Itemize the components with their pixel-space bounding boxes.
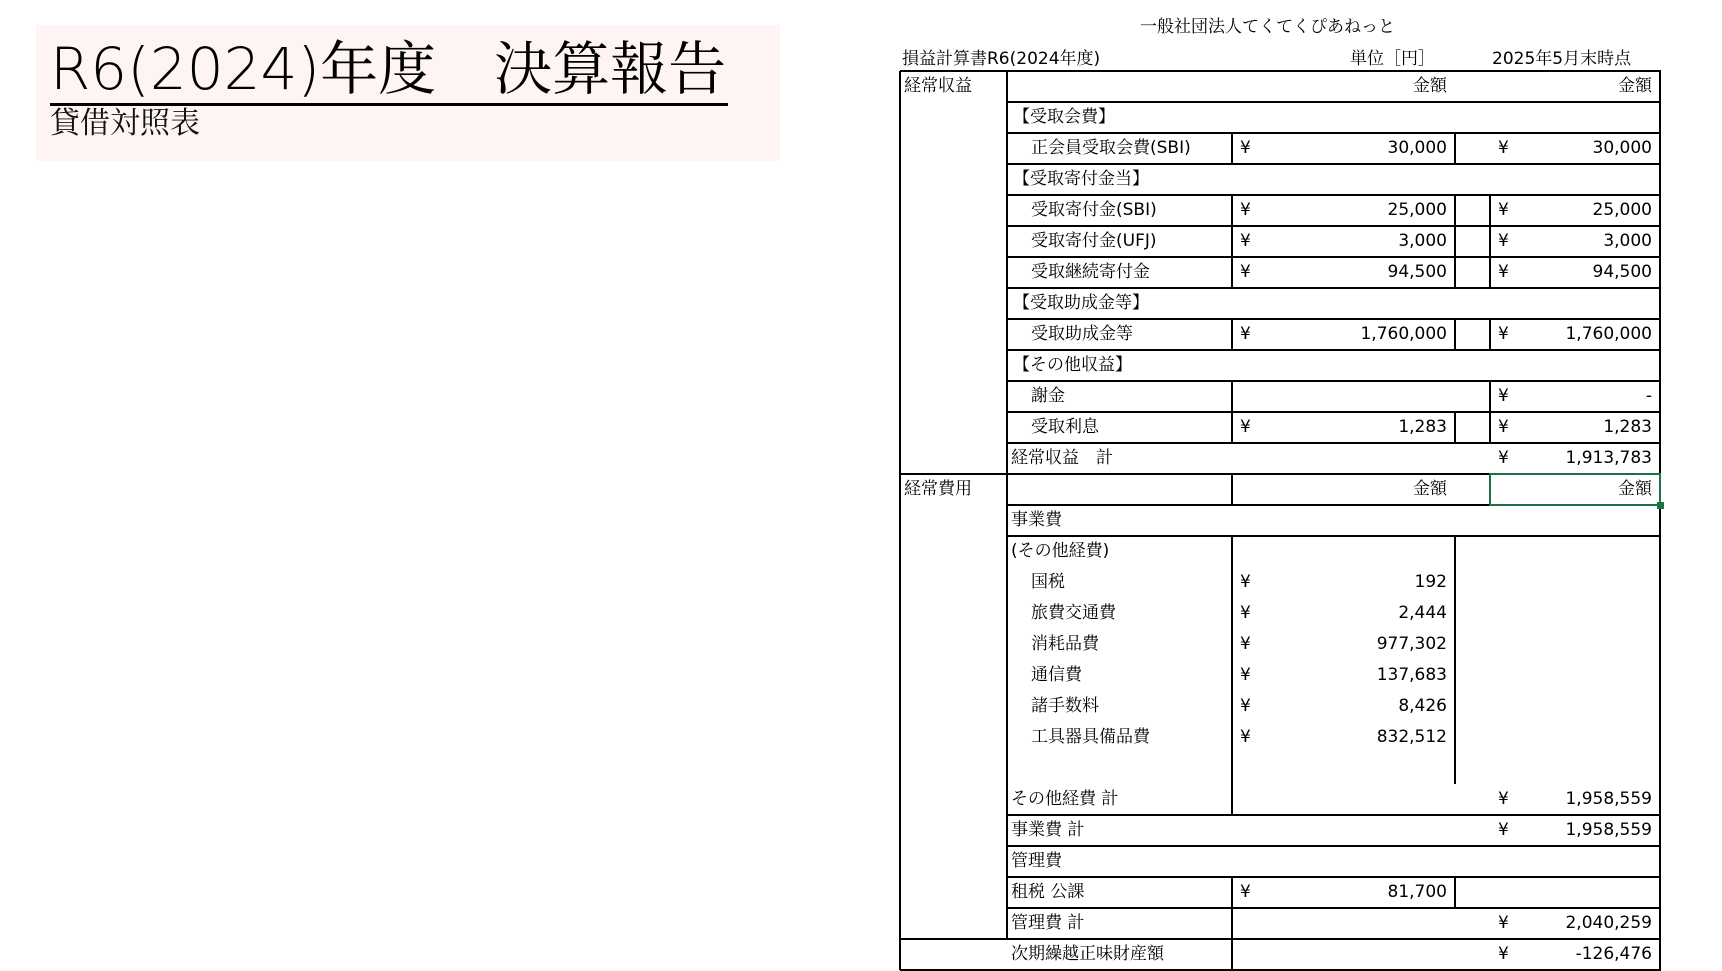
income-statement-table — [900, 71, 1660, 968]
expense-item-name: 工具器具備品費 — [1031, 727, 1150, 747]
income-item-total: 3,000 — [1603, 231, 1652, 251]
column-border — [1454, 877, 1456, 908]
yen-sign: ¥ — [1498, 448, 1509, 468]
yen-sign: ¥ — [1240, 231, 1251, 251]
yen-sign: ¥ — [1240, 417, 1251, 437]
row-border — [1007, 380, 1661, 382]
income-item-total: 25,000 — [1592, 200, 1652, 220]
business-expense-label: 事業費 — [1011, 510, 1062, 530]
income-item-amount: 94,500 — [1387, 262, 1447, 282]
carry-forward-label: 次期繰越正味財産額 — [1011, 944, 1164, 964]
column-border — [1489, 319, 1491, 350]
expense-item-name: 通信費 — [1031, 665, 1082, 685]
column-border — [1231, 412, 1233, 443]
other-expense-total-label: その他経費 計 — [1011, 789, 1119, 809]
income-group-label: 【受取寄付金当】 — [1013, 169, 1149, 189]
income-group-label: 【その他収益】 — [1013, 355, 1132, 375]
column-border — [1231, 877, 1233, 908]
amount-header: 金額 — [1413, 479, 1447, 499]
income-group-label: 【受取会費】 — [1013, 107, 1115, 127]
income-total-label: 経常収益 計 — [1011, 448, 1113, 468]
income-item-amount: 25,000 — [1387, 200, 1447, 220]
expense-item-name: 消耗品費 — [1031, 634, 1099, 654]
amount-header: 金額 — [1413, 76, 1447, 96]
fill-handle[interactable] — [1657, 502, 1664, 509]
expense-item-amount: 832,512 — [1376, 727, 1447, 747]
unit-label: 単位［円］ — [1350, 49, 1435, 69]
other-expense-total: 1,958,559 — [1565, 789, 1652, 809]
row-border — [1007, 411, 1661, 413]
expense-item-name: 国税 — [1031, 572, 1065, 592]
column-border — [1454, 133, 1456, 164]
income-item-amount: 1,760,000 — [1360, 324, 1447, 344]
yen-sign: ¥ — [1498, 913, 1509, 933]
row-border — [1007, 876, 1661, 878]
row-border — [1007, 442, 1661, 444]
carry-forward-amount: -126,476 — [1575, 944, 1652, 964]
title-banner — [36, 25, 780, 161]
row-border — [1007, 132, 1661, 134]
yen-sign: ¥ — [1240, 882, 1251, 902]
other-expense-label: (その他経費) — [1011, 541, 1110, 561]
column-border — [1231, 908, 1233, 970]
income-item-total: - — [1645, 386, 1652, 406]
yen-sign: ¥ — [1498, 944, 1509, 964]
slide-subtitle: 貸借対照表 — [50, 106, 200, 141]
column-border — [1454, 536, 1456, 784]
row-border — [1007, 163, 1661, 165]
column-border — [1454, 257, 1456, 288]
column-border — [1489, 257, 1491, 288]
total-amount-header: 金額 — [1618, 76, 1652, 96]
yen-sign: ¥ — [1498, 789, 1509, 809]
yen-sign: ¥ — [1498, 200, 1509, 220]
business-expense-total: 1,958,559 — [1565, 820, 1652, 840]
slide-title: R6(2024)年度 決算報告 — [50, 35, 728, 106]
yen-sign: ¥ — [1240, 665, 1251, 685]
row-border — [1007, 535, 1661, 537]
yen-sign: ¥ — [1240, 634, 1251, 654]
section-label-expense: 経常費用 — [904, 479, 972, 499]
business-expense-total-label: 事業費 計 — [1011, 820, 1085, 840]
column-border — [1231, 536, 1233, 815]
expense-item-name: 諸手数料 — [1031, 696, 1099, 716]
income-item-name: 受取助成金等 — [1031, 324, 1133, 344]
yen-sign: ¥ — [1240, 603, 1251, 623]
yen-sign: ¥ — [1498, 324, 1509, 344]
column-border — [1231, 133, 1233, 164]
expense-item-amount: 977,302 — [1376, 634, 1447, 654]
table-left-border — [899, 71, 901, 970]
section-label-income: 経常収益 — [904, 76, 972, 96]
yen-sign: ¥ — [1498, 262, 1509, 282]
row-border — [1007, 318, 1661, 320]
admin-expense-total: 2,040,259 — [1565, 913, 1652, 933]
yen-sign: ¥ — [1240, 727, 1251, 747]
row-border — [1007, 845, 1661, 847]
yen-sign: ¥ — [1240, 138, 1251, 158]
yen-sign: ¥ — [1498, 386, 1509, 406]
column-border — [1231, 381, 1233, 412]
column-border — [1231, 195, 1233, 226]
income-item-name: 受取継続寄付金 — [1031, 262, 1150, 282]
income-item-amount: 1,283 — [1398, 417, 1447, 437]
row-border — [1007, 256, 1661, 258]
income-item-total: 94,500 — [1592, 262, 1652, 282]
row-border — [1007, 907, 1661, 909]
organization-name: 一般社団法人てくてくぴあねっと — [1140, 17, 1395, 37]
row-border — [1007, 101, 1661, 103]
total-amount-header: 金額 — [1618, 479, 1652, 499]
expense-item-name: 旅費交通費 — [1031, 603, 1116, 623]
yen-sign: ¥ — [1240, 572, 1251, 592]
income-item-amount: 3,000 — [1398, 231, 1447, 251]
income-item-total: 30,000 — [1592, 138, 1652, 158]
as-of-date: 2025年5月末時点 — [1492, 49, 1632, 69]
yen-sign: ¥ — [1498, 417, 1509, 437]
expense-item-amount: 192 — [1414, 572, 1447, 592]
yen-sign: ¥ — [1498, 820, 1509, 840]
income-item-amount: 30,000 — [1387, 138, 1447, 158]
income-item-total: 1,283 — [1603, 417, 1652, 437]
row-border — [1007, 225, 1661, 227]
income-item-name: 受取寄付金(UFJ) — [1031, 231, 1157, 251]
table-right-border — [1659, 71, 1661, 970]
table-top-border — [900, 70, 1661, 72]
expense-item-amount: 137,683 — [1376, 665, 1447, 685]
column-border — [1454, 195, 1456, 226]
column-border — [1489, 226, 1491, 257]
column-border — [1489, 412, 1491, 443]
yen-sign: ¥ — [1240, 200, 1251, 220]
row-border — [1007, 287, 1661, 289]
income-item-name: 謝金 — [1031, 386, 1065, 406]
expense-item-amount: 2,444 — [1398, 603, 1447, 623]
admin-expense-total-label: 管理費 計 — [1011, 913, 1085, 933]
section-divider — [900, 938, 1661, 940]
income-item-name: 受取利息 — [1031, 417, 1099, 437]
income-item-total: 1,760,000 — [1565, 324, 1652, 344]
income-item-name: 受取寄付金(SBI) — [1031, 200, 1157, 220]
column-border — [1489, 195, 1491, 226]
row-border — [1007, 349, 1661, 351]
column-border — [1231, 226, 1233, 257]
income-group-label: 【受取助成金等】 — [1013, 293, 1149, 313]
column-border — [1454, 226, 1456, 257]
income-total-amount: 1,913,783 — [1565, 448, 1652, 468]
yen-sign: ¥ — [1240, 324, 1251, 344]
column-border — [1231, 257, 1233, 288]
sheet-title: 損益計算書R6(2024年度) — [902, 49, 1101, 69]
admin-item-amount: 81,700 — [1387, 882, 1447, 902]
income-item-name: 正会員受取会費(SBI) — [1031, 138, 1191, 158]
selected-cell-outline[interactable] — [1489, 473, 1661, 506]
admin-expense-label: 管理費 — [1011, 851, 1062, 871]
yen-sign: ¥ — [1240, 696, 1251, 716]
row-border — [1007, 194, 1661, 196]
column-border — [1454, 412, 1456, 443]
row-border — [1007, 814, 1661, 816]
expense-item-amount: 8,426 — [1398, 696, 1447, 716]
admin-item-name: 租税 公課 — [1011, 882, 1085, 902]
column-border — [1231, 474, 1233, 505]
column-border — [1489, 381, 1491, 412]
yen-sign: ¥ — [1240, 262, 1251, 282]
yen-sign: ¥ — [1498, 138, 1509, 158]
yen-sign: ¥ — [1498, 231, 1509, 251]
column-border — [1454, 319, 1456, 350]
column-border — [1231, 319, 1233, 350]
